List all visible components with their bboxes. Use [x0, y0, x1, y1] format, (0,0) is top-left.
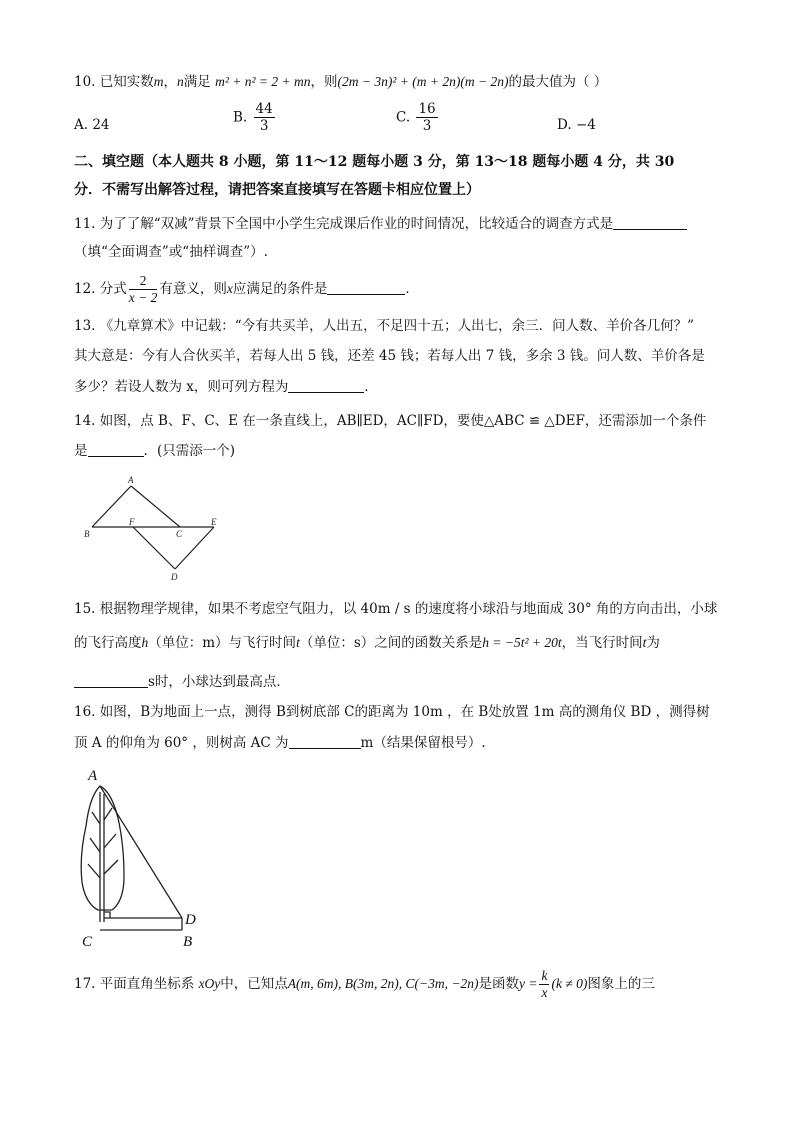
- q10-var-n: n: [177, 74, 184, 89]
- tree-branch: [90, 838, 100, 852]
- fraction-denominator: x − 2: [128, 290, 158, 305]
- q12-text: 12. 分式: [74, 281, 127, 297]
- q10-number: 10.: [74, 74, 96, 90]
- q11-line1: [74, 215, 687, 233]
- q10-option-d: [557, 116, 596, 134]
- sightline-ad: [100, 786, 182, 918]
- segment-fd: [133, 527, 175, 569]
- q12-text: 有意义，则: [159, 281, 227, 297]
- option-label: A.: [74, 117, 89, 133]
- segment-ac: [131, 486, 180, 527]
- q17-points: A(m, 6m), B(3m, 2n), C(−3m, −2n): [287, 976, 479, 991]
- answer-blank[interactable]: [288, 379, 364, 393]
- option-b-fraction: [254, 101, 275, 134]
- q13-text: ．: [364, 379, 378, 395]
- fraction-numerator: 2: [129, 273, 158, 290]
- q15-line3: [74, 673, 290, 691]
- tree-branch: [92, 812, 100, 824]
- option-value: −4: [575, 117, 596, 133]
- q10-stem: [74, 73, 607, 91]
- q17-text: 中，已知点: [220, 976, 288, 992]
- q16-line1: 16. 如图，B为地面上一点，测得 B到树底部 C的距离为 10m ，在 B处放置 1m 高的测角仪 BD ，测得树: [74, 704, 710, 720]
- q10-text: 已知实数: [99, 74, 154, 90]
- section-heading-line1: 二、填空题（本人题共 8 小题，第 11～12 题每小题 3 分，第 13～18 题每小题 4 分，共 30: [74, 154, 675, 170]
- q12-var-x: x: [226, 281, 233, 296]
- q16-tree-figure: [78, 764, 214, 956]
- segment-ab: [92, 486, 131, 527]
- q10-option-a: [74, 116, 110, 134]
- q17-text: 图象上的三: [587, 976, 655, 992]
- right-angle-mark: [104, 912, 110, 918]
- fraction-numerator: 16: [418, 101, 436, 117]
- tree-branch: [88, 864, 100, 878]
- option-label: D.: [557, 117, 572, 133]
- tree-branch: [104, 808, 112, 820]
- tree-crown-icon: [81, 786, 124, 910]
- q15-formula: h = −5t² + 20t: [482, 635, 562, 650]
- q17-fraction: [539, 968, 549, 1001]
- q13-line1: 13. 《九章算术》中记载：“今有共买羊，人出五，不足四十五；人出七，余三．问人数、羊价各几何？”: [74, 318, 695, 334]
- fraction-denominator: x: [541, 985, 548, 1000]
- q13-text: 多少？若设人数为 x，则可列方程为: [74, 379, 289, 395]
- label-f: F: [129, 517, 135, 527]
- fraction-numerator: 44: [255, 101, 273, 117]
- q10-text: 的最大值为（ ）: [508, 74, 608, 90]
- option-label: B.: [233, 109, 248, 126]
- label-d: D: [185, 912, 196, 928]
- q16-text: m（结果保留根号）.: [360, 735, 486, 751]
- answer-blank[interactable]: [327, 281, 405, 295]
- option-value: 24: [92, 117, 110, 133]
- q10-sep: ，: [163, 74, 178, 90]
- option-label: C.: [396, 109, 411, 126]
- q10-option-b: [233, 101, 277, 134]
- q10-var-m: m: [153, 74, 164, 89]
- q12-text: 应满足的条件是: [232, 281, 328, 297]
- tree-branch: [104, 860, 118, 874]
- q10-expression: (2m − 3n)² + (m + 2n)(m − 2n): [337, 74, 509, 89]
- q14-text: ．(只需添一个): [143, 443, 236, 459]
- answer-blank[interactable]: [613, 216, 687, 230]
- label-d: D: [171, 572, 178, 582]
- q11-line2: （填“全面调查”或“抽样调查”）.: [74, 244, 268, 260]
- q17-function-lhs: y =: [518, 976, 538, 991]
- label-c: C: [176, 529, 183, 539]
- q15-text: （单位：m）与飞行时间: [148, 635, 297, 651]
- q14-line2: [74, 442, 235, 460]
- q17-text: 17. 平面直角坐标系: [74, 976, 195, 992]
- q17-function-condition: (k ≠ 0): [551, 976, 588, 991]
- q14-triangles-figure: [80, 472, 230, 584]
- option-c-fraction: [416, 101, 437, 134]
- q14-text: 是: [74, 443, 88, 459]
- q16-text: 顶 A 的仰角为 60° ，则树高 AC 为: [74, 735, 289, 751]
- q14-line1: 14. 如图，点 B、F、C、E 在一条直线上，AB∥ED，AC∥FD，要使△ABC ≌ △DEF，还需添加一个条件: [74, 413, 707, 429]
- q15-line2: [74, 634, 660, 652]
- tree-branch: [104, 834, 116, 848]
- q15-var-t: t: [296, 635, 300, 650]
- q15-line1: 15. 根据物理学规律，如果不考虑空气阻力，以 40m / s 的速度将小球沿与地面成 30° 角的方向击出，小球: [74, 601, 718, 617]
- q15-text: （单位：s）之间的函数关系是: [299, 635, 483, 651]
- q15-text: 为: [646, 635, 660, 651]
- q10-text: 满足: [183, 74, 211, 90]
- label-c: C: [82, 934, 93, 950]
- q17-text: 是函数: [478, 976, 519, 992]
- section-heading-line2: 分．不需写出解答过程，请把答案直接填写在答题卡相应位置上）: [74, 182, 480, 198]
- label-b: B: [183, 934, 193, 950]
- q17-line1: [74, 967, 655, 1001]
- label-b: B: [84, 529, 90, 539]
- q15-text: s时，小球达到最高点．: [148, 674, 290, 690]
- label-a: A: [128, 475, 134, 485]
- q15-text: ，当飞行时间: [561, 635, 643, 651]
- q12: [74, 272, 419, 306]
- q10-text: ，则: [310, 74, 338, 90]
- answer-blank[interactable]: [74, 674, 148, 688]
- q11-text: 11. 为了了解“双减”背景下全国中小学生完成课后作业的时间情况，比较适合的调查方式是: [74, 216, 614, 232]
- q15-text: 的飞行高度: [74, 635, 142, 651]
- q10-option-c: [396, 101, 440, 134]
- label-e: E: [211, 517, 217, 527]
- q16-line2: [74, 734, 486, 752]
- q13-line3: [74, 378, 378, 396]
- q15-var-h: h: [141, 635, 149, 650]
- q10-condition: m² + n² = 2 + mn: [215, 74, 311, 89]
- q13-line2: 其大意是：今有人合伙买羊，若每人出 5 钱，还差 45 钱；若每人出 7 钱，多余 3 钱。问人数、羊价各是: [74, 348, 705, 364]
- q15-var-t: t: [642, 635, 647, 650]
- answer-blank[interactable]: [88, 443, 144, 457]
- q12-fraction: [129, 273, 158, 306]
- fraction-numerator: k: [541, 968, 548, 983]
- fraction-denominator: 3: [422, 118, 432, 134]
- q17-xoy: xOy: [198, 976, 221, 991]
- fraction-denominator: 3: [259, 118, 269, 134]
- label-a: A: [88, 768, 98, 784]
- answer-blank[interactable]: [289, 735, 361, 749]
- q12-text: ．: [405, 281, 419, 297]
